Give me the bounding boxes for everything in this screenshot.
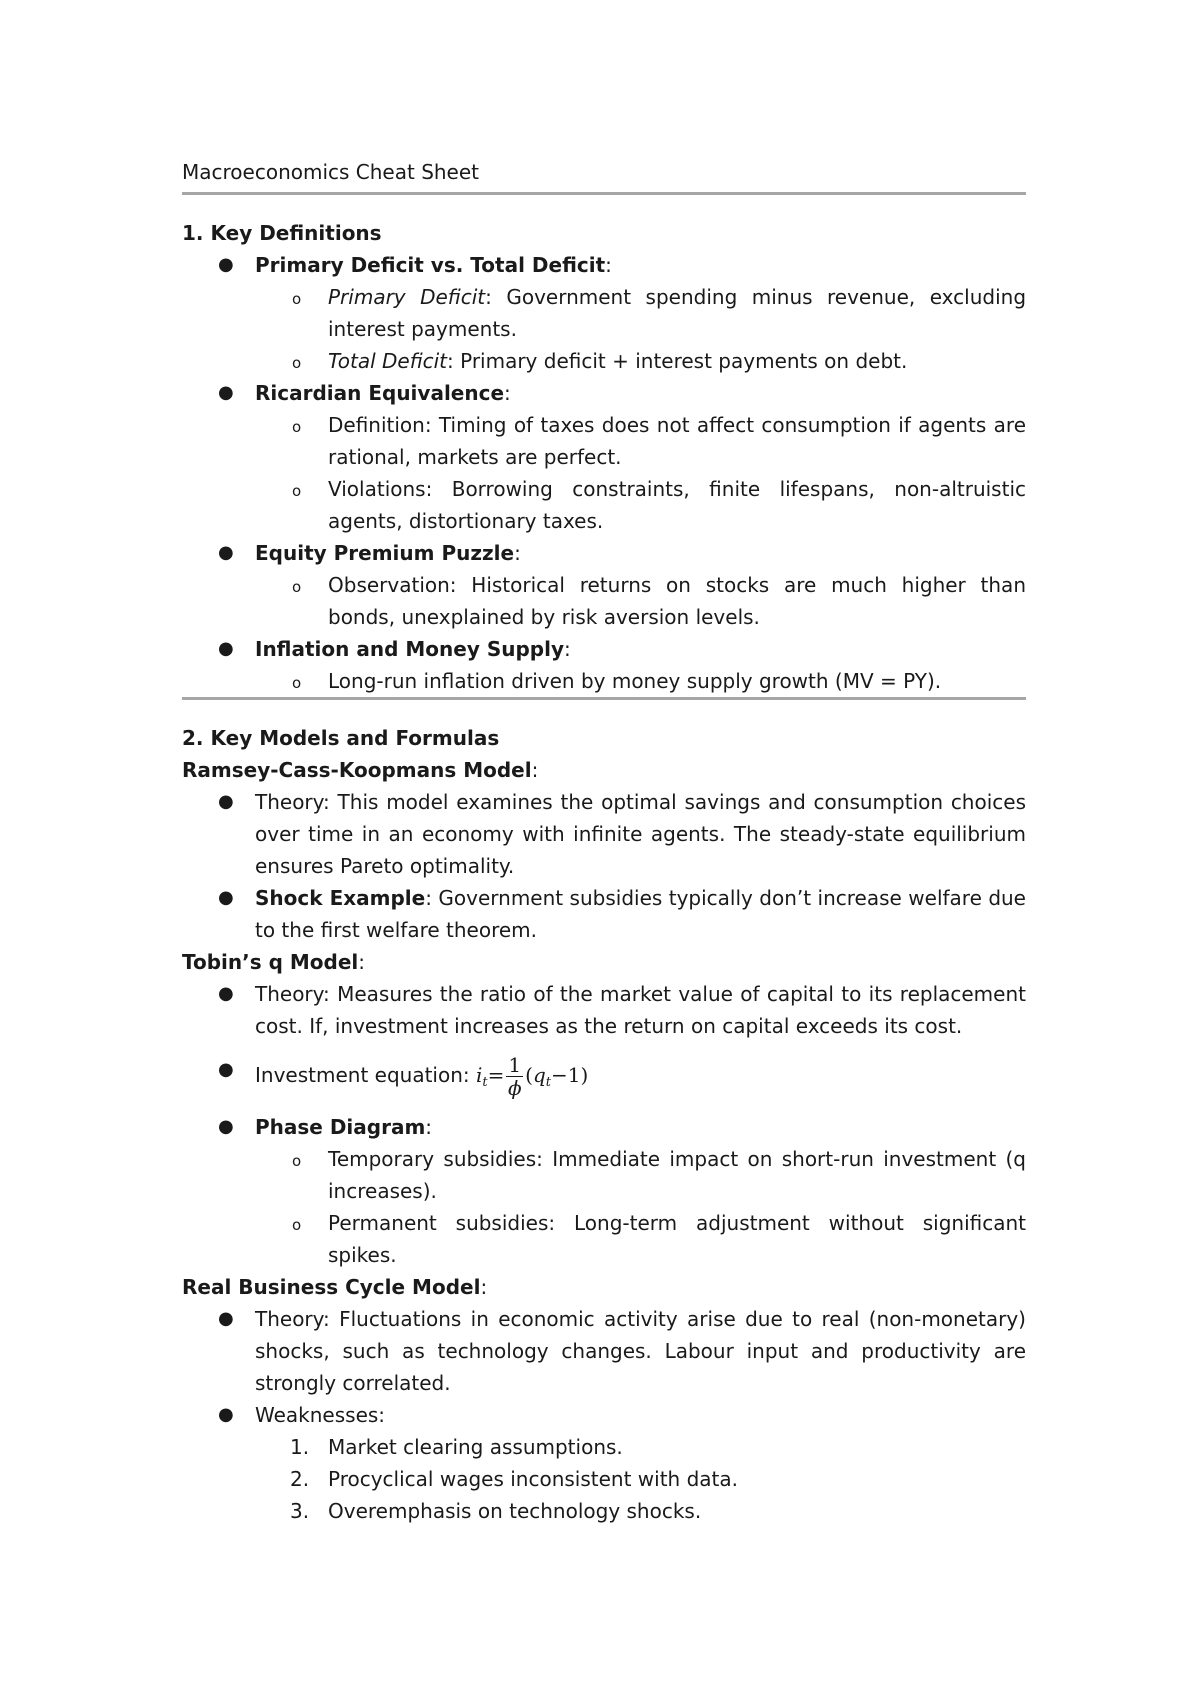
text: : Government subsidies typically don’t increase welfare due to the first welfare theorem. [255, 886, 1026, 942]
eq-lhs: i [475, 1063, 483, 1087]
text: Market clearing assumptions. [328, 1435, 623, 1459]
term-italic: Total Deficit [328, 349, 448, 373]
bullet-icon: ● [218, 791, 234, 812]
bullet-icon: ● [218, 1059, 234, 1080]
list-item-ricardian [182, 377, 1026, 409]
text: Definition: Timing of taxes does not affect consumption if agents are rational, markets are perfect. [328, 413, 1026, 469]
model-heading-ramsey [182, 754, 1026, 786]
term-label: Ricardian Equivalence [255, 381, 505, 405]
text: Overemphasis on technology shocks. [328, 1499, 702, 1523]
term-label: Phase Diagram [255, 1115, 426, 1139]
text: Violations: Borrowing constraints, finite lifespans, non-altruistic agents, distortionary taxes. [328, 477, 1026, 533]
text: Procyclical wages inconsistent with data. [328, 1467, 738, 1491]
document-title: Macroeconomics Cheat Sheet [182, 160, 480, 184]
eq-denominator: ϕ [507, 1076, 522, 1100]
term-label: Shock Example [255, 886, 426, 910]
circle-bullet-icon: o [292, 578, 302, 596]
investment-equation [476, 1054, 588, 1099]
list-item-phase-diagram [182, 1111, 1026, 1143]
eq-minus-one: −1 [550, 1063, 581, 1087]
list-item-weaknesses [182, 1399, 1026, 1431]
colon: : [480, 1275, 488, 1299]
text: Investment equation: [255, 1063, 476, 1087]
sub-item-ricardian-definition [182, 409, 1026, 473]
list-number: 3. [290, 1499, 310, 1523]
eq-paren: ( [525, 1063, 533, 1087]
section-heading-key-models: 2. Key Models and Formulas [182, 726, 500, 750]
weakness-item [182, 1495, 1026, 1527]
circle-bullet-icon: o [292, 674, 302, 692]
text: Theory: This model examines the optimal savings and consumption choices over time in an economy with infinite agents. The steady-state equilibrium ensures Pareto optimality. [255, 790, 1026, 878]
circle-bullet-icon: o [292, 482, 302, 500]
document-page [182, 156, 1026, 1527]
colon: : [514, 541, 521, 565]
eq-numerator: 1 [508, 1053, 522, 1077]
text: Temporary subsidies: Immediate impact on short-run investment (q increases). [328, 1147, 1026, 1203]
bullet-icon: ● [218, 887, 234, 908]
circle-bullet-icon: o [292, 1216, 302, 1234]
list-item-ramsey-theory [182, 786, 1026, 882]
colon: : [425, 1115, 433, 1139]
bullet-icon: ● [218, 1308, 234, 1329]
model-label: Ramsey-Cass-Koopmans Model [182, 758, 532, 782]
term-label: Inflation and Money Supply [255, 637, 564, 661]
text: Permanent subsidies: Long-term adjustment without significant spikes. [328, 1211, 1026, 1267]
bullet-icon: ● [218, 983, 234, 1004]
circle-bullet-icon: o [292, 354, 302, 372]
term-label: Equity Premium Puzzle [255, 541, 515, 565]
model-heading-tobin [182, 946, 1026, 978]
bullet-icon: ● [218, 1404, 234, 1425]
sub-item-equity-observation [182, 569, 1026, 633]
bullet-icon: ● [218, 382, 234, 403]
term-text: : Primary deficit + interest payments on debt. [447, 349, 908, 373]
bullet-icon: ● [218, 638, 234, 659]
text: Observation: Historical returns on stocks are much higher than bonds, unexplained by risk aversion levels. [328, 573, 1026, 629]
eq-q: q [532, 1063, 546, 1087]
circle-bullet-icon: o [292, 418, 302, 436]
colon: : [504, 381, 511, 405]
circle-bullet-icon: o [292, 290, 302, 308]
list-item-rbc-theory [182, 1303, 1026, 1399]
weakness-item [182, 1463, 1026, 1495]
sub-item-primary-deficit [182, 281, 1026, 345]
term-label: Primary Deficit vs. Total Deficit [255, 253, 606, 277]
term-italic: Primary Deficit [328, 285, 486, 309]
sub-item-permanent-subsidies [182, 1207, 1026, 1271]
term-text: : Government spending minus revenue, excluding interest payments. [328, 285, 1027, 341]
list-item-investment-equation [182, 1042, 1026, 1111]
text: Theory: Fluctuations in economic activity arise due to real (non-monetary) shocks, such as technology changes. Labour input and productivity are strongly correlated. [255, 1307, 1026, 1395]
colon: : [531, 758, 539, 782]
colon: : [358, 950, 366, 974]
list-number: 2. [290, 1467, 310, 1491]
list-item-equity-premium [182, 537, 1026, 569]
sub-item-total-deficit [182, 345, 1026, 377]
list-number: 1. [290, 1435, 310, 1459]
section-heading-key-definitions: 1. Key Definitions [182, 221, 382, 245]
list-item-ramsey-shock [182, 882, 1026, 946]
eq-subscript: t [545, 1075, 551, 1090]
colon: : [563, 637, 571, 661]
eq-paren: ) [580, 1063, 589, 1087]
circle-bullet-icon: o [292, 1152, 302, 1170]
list-item-primary-deficit [182, 249, 1026, 281]
weakness-item [182, 1431, 1026, 1463]
bullet-icon: ● [218, 542, 234, 563]
model-label: Tobin’s q Model [182, 950, 359, 974]
bullet-icon: ● [218, 1116, 234, 1137]
text: Theory: Measures the ratio of the market value of capital to its replacement cost. If, investment increases as the return on capital exceeds its cost. [255, 982, 1026, 1038]
model-heading-rbc [182, 1271, 1026, 1303]
eq-equals: = [487, 1063, 505, 1087]
sub-item-inflation [182, 665, 1026, 697]
sub-item-temporary-subsidies [182, 1143, 1026, 1207]
model-label: Real Business Cycle Model [182, 1275, 481, 1299]
text: Long-run inflation driven by money supply growth (MV = PY). [328, 669, 942, 693]
bullet-icon: ● [218, 254, 234, 275]
list-item-tobin-theory [182, 978, 1026, 1042]
sub-item-ricardian-violations [182, 473, 1026, 537]
text: Weaknesses: [255, 1403, 386, 1427]
colon: : [605, 253, 612, 277]
eq-fraction [506, 1054, 523, 1099]
list-item-inflation [182, 633, 1026, 665]
eq-subscript: t [482, 1075, 488, 1090]
